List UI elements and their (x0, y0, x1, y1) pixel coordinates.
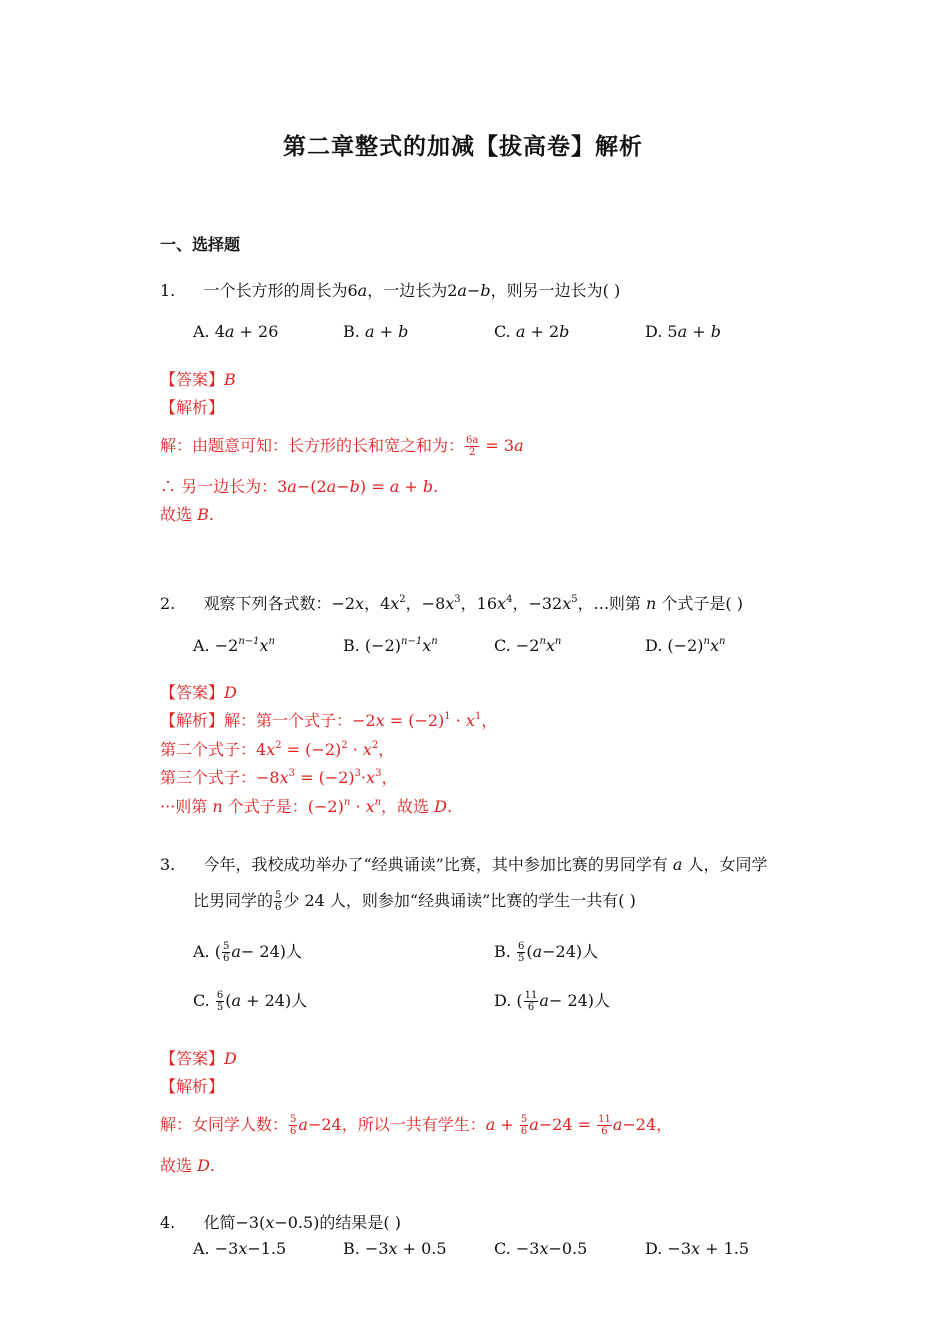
option-c: C. −3x−0.5 (494, 1239, 588, 1258)
analysis-line: 故选 D. (160, 1156, 216, 1175)
option-a: A. 4a + 26 (193, 322, 279, 341)
answer-label: 【答案】B (160, 370, 236, 389)
question-number: 4. (160, 1213, 176, 1232)
question-2: 2. 观察下列各式数：−2x，$4x^2$，$-8x^3$，$16x^4$，$-32x^5$，...则第 n 个式子是( ) (160, 594, 743, 613)
option-b: B. $\frac{6}{5}$ (a−24)人 (494, 941, 599, 964)
section-heading: 一、选择题 (160, 235, 241, 254)
option-d: D. 5a + b (645, 322, 721, 341)
analysis-line: 故选 B. (160, 505, 214, 524)
answer-label: 【答案】D (160, 683, 237, 702)
analysis-line: 第三个式子：$-8x^3 = (-2)^3\cdot x^3$， (160, 768, 398, 787)
analysis-label: 【解析】 (160, 398, 225, 417)
question-3-line-2: 比男同学的 $\frac{5}{6}$ 少 24 人，则参加“经典诵读”比赛的学生一共有( ) (193, 890, 636, 913)
option-c: C. $\frac{6}{5}$ (a + 24)人 (193, 990, 308, 1013)
analysis-line: 【解析】解：第一个式子：$-2x = (-2)^1 \cdot x^1$， (160, 711, 498, 730)
question-number: 3. (160, 855, 176, 874)
analysis-line: 解：女同学人数： $\frac{5}{6}$ a−24，所以一共有学生：a + $\frac{5}{6}$ a−24 = $\frac{11}{6}$ a−24， (160, 1114, 673, 1137)
question-number: 2. (160, 594, 176, 613)
analysis-line: ···则第 n 个式子是：$(-2)^n \cdot x^n$，故选 D. (160, 797, 453, 816)
option-c: C. $-2^nx^n$ (494, 636, 562, 655)
analysis-label: 【解析】 (160, 1077, 225, 1096)
question-3: 3. 今年，我校成功举办了“经典诵读”比赛，其中参加比赛的男同学有 a 人，女同学 (160, 855, 768, 874)
option-b: B. $(-2)^{n-1}x^n$ (343, 636, 438, 655)
answer-label: 【答案】D (160, 1049, 237, 1068)
option-b: B. −3x + 0.5 (343, 1239, 447, 1258)
option-c: C. a + 2b (494, 322, 570, 341)
analysis-line: 第二个式子：$4x^2 = (-2)^2 \cdot x^2$， (160, 740, 395, 759)
option-a: A. −3x−1.5 (193, 1239, 287, 1258)
option-b: B. a + b (343, 322, 409, 341)
option-d: D. $(-2)^nx^n$ (645, 636, 726, 655)
option-d: D. −3x + 1.5 (645, 1239, 750, 1258)
option-d: D. ( $\frac{11}{6}$ a− 24)人 (494, 990, 611, 1013)
analysis-line: 解：由题意可知：长方形的长和宽之和为： $\frac{6a}{2}$ = 3a (160, 435, 524, 458)
option-a: A. ( $\frac{5}{6}$ a− 24)人 (193, 941, 302, 964)
page-title: 第二章整式的加减【拔高卷】解析 (283, 133, 643, 160)
question-4: 4. 化简−3(x−0.5)的结果是( ) (160, 1213, 401, 1232)
question-number: 1. (160, 281, 176, 300)
option-a: A. $-2^{n-1}x^n$ (193, 636, 275, 655)
analysis-line: ∴ 另一边长为：3a−(2a−b) = a + b. (160, 477, 439, 496)
question-1: 1. 一个长方形的周长为6a，一边长为2a−b，则另一边长为( ) (160, 281, 621, 300)
